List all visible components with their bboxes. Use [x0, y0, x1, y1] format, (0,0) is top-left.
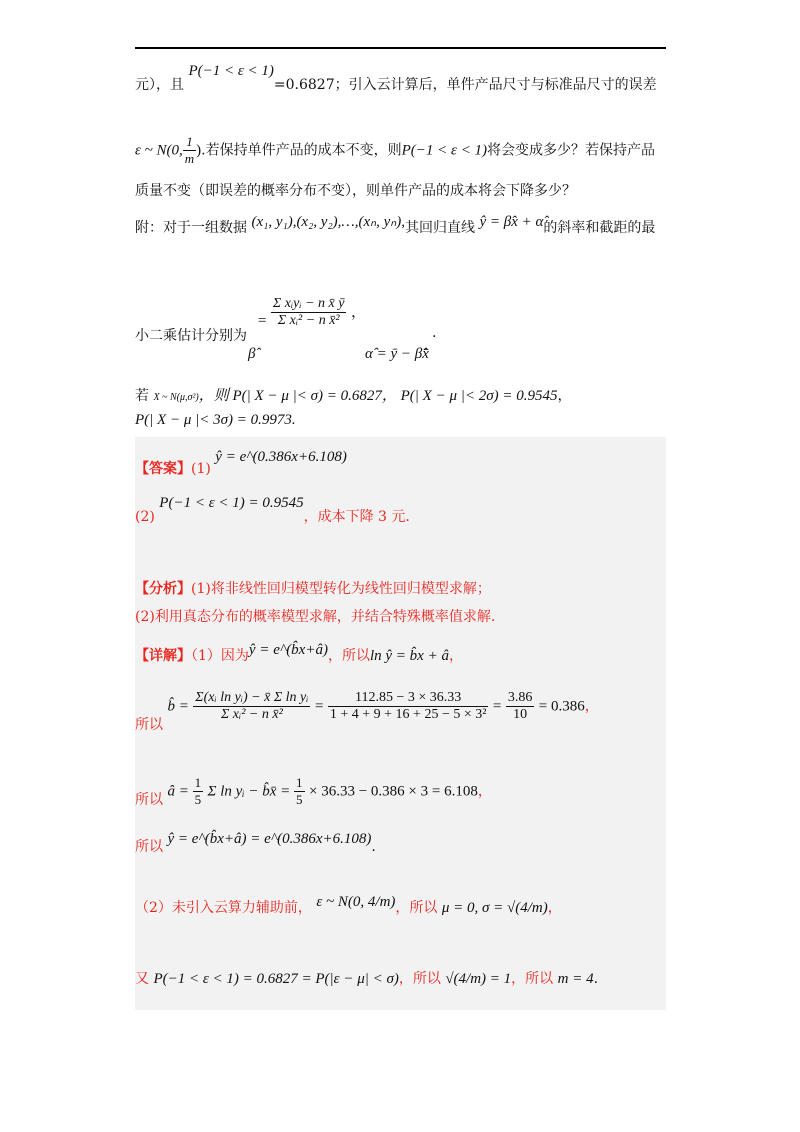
detail-y-final: 所以 ŷ = e^(b̂x+â) = e^(0.386x+6.108). [135, 831, 376, 855]
answer-line-1: 【答案】(1) ŷ = e^(0.386x+6.108) [135, 449, 347, 477]
analysis-line-2: (2)利用真态分布的概率模型求解，并结合特殊概率值求解. [135, 609, 496, 625]
beta-formula: = $\frac{\text{Σ xᵢyᵢ − n x̄ ȳ}}{\text{Σ xᵢ² − n x̄²}}$ ， [258, 296, 366, 329]
detail-a-formula: 所以 â = $\frac{1}{5}$ Σ ln yᵢ − b̂x̄ = $\frac{1}{5}$ × 36.33 − 0.386 × 3 = 6.108， [135, 775, 492, 808]
header-rule [135, 47, 666, 49]
problem-line-5: 小二乘估计分别为 [135, 328, 247, 344]
problem-line-4: 附：对于一组数据 (x₁, y₁),(x₂, y₂),…,(xₙ, yₙ),其回归直线 ŷ = β̂x + α̂的斜率和截距的最 [135, 214, 656, 236]
problem-line-1: 元），且 P(−1 < ε < 1)=0.6827；引入云计算后，单件产品尺寸与标准品尺寸的误差 [135, 63, 657, 93]
detail-line-1: 【详解】（1）因为ŷ = e^(b̂x+â)，所以ln ŷ = b̂x + â， [135, 642, 463, 664]
answer-line-2: (2) P(−1 < ε < 1) = 0.9545，成本下降 3 元. [135, 495, 410, 525]
problem-line-6: 若 X ~ N(μ,σ²)，则 P(| X − μ |< σ) = 0.6827， P(| X − μ |< 2σ) = 0.9545， [135, 388, 572, 404]
problem-line-7: P(| X − μ |< 3σ) = 0.9973. [135, 412, 296, 428]
detail-b-formula: 所以 b̂ = $\frac{\text{Σ(xᵢ ln yᵢ) − x̄ Σ ln yᵢ}}{\text{Σ xᵢ² − n x̄²}}$ = $\frac{112.85 - 3 \times 36.33}{\text{1 + 4 + 9 + 16 + 25 − 5 × 3²}}$ = $\frac{3.86}{10}$ = 0.386， [135, 690, 599, 733]
analysis-line-1: 【分析】(1)将非线性回归模型转化为线性回归模型求解； [135, 581, 491, 597]
problem-line-2: ε ~ N(0, $\frac{1}{m}$ ).若保持单件产品的成本不变，则P(−1 < ε < 1)将会变成多少？若保持产品 [135, 134, 656, 166]
problem-line-3: 质量不变（即误差的概率分布不变），则单件产品的成本将会下降多少？ [135, 183, 576, 199]
detail-part2-line-2: 又 P(−1 < ε < 1) = 0.6827 = P(|ε − μ| < σ)，所以 √(4/m) = 1，所以 m = 4. [135, 971, 599, 987]
detail-part2-line-1: （2）未引入云算力辅助前， ε ~ N(0, 4/m)，所以 μ = 0, σ = √(4/m)， [135, 894, 562, 916]
formula-period: . [432, 325, 437, 341]
alpha-formula: α̂ = ȳ − β̂x̄ [365, 346, 429, 362]
beta-lhs: β̂ [248, 346, 256, 362]
